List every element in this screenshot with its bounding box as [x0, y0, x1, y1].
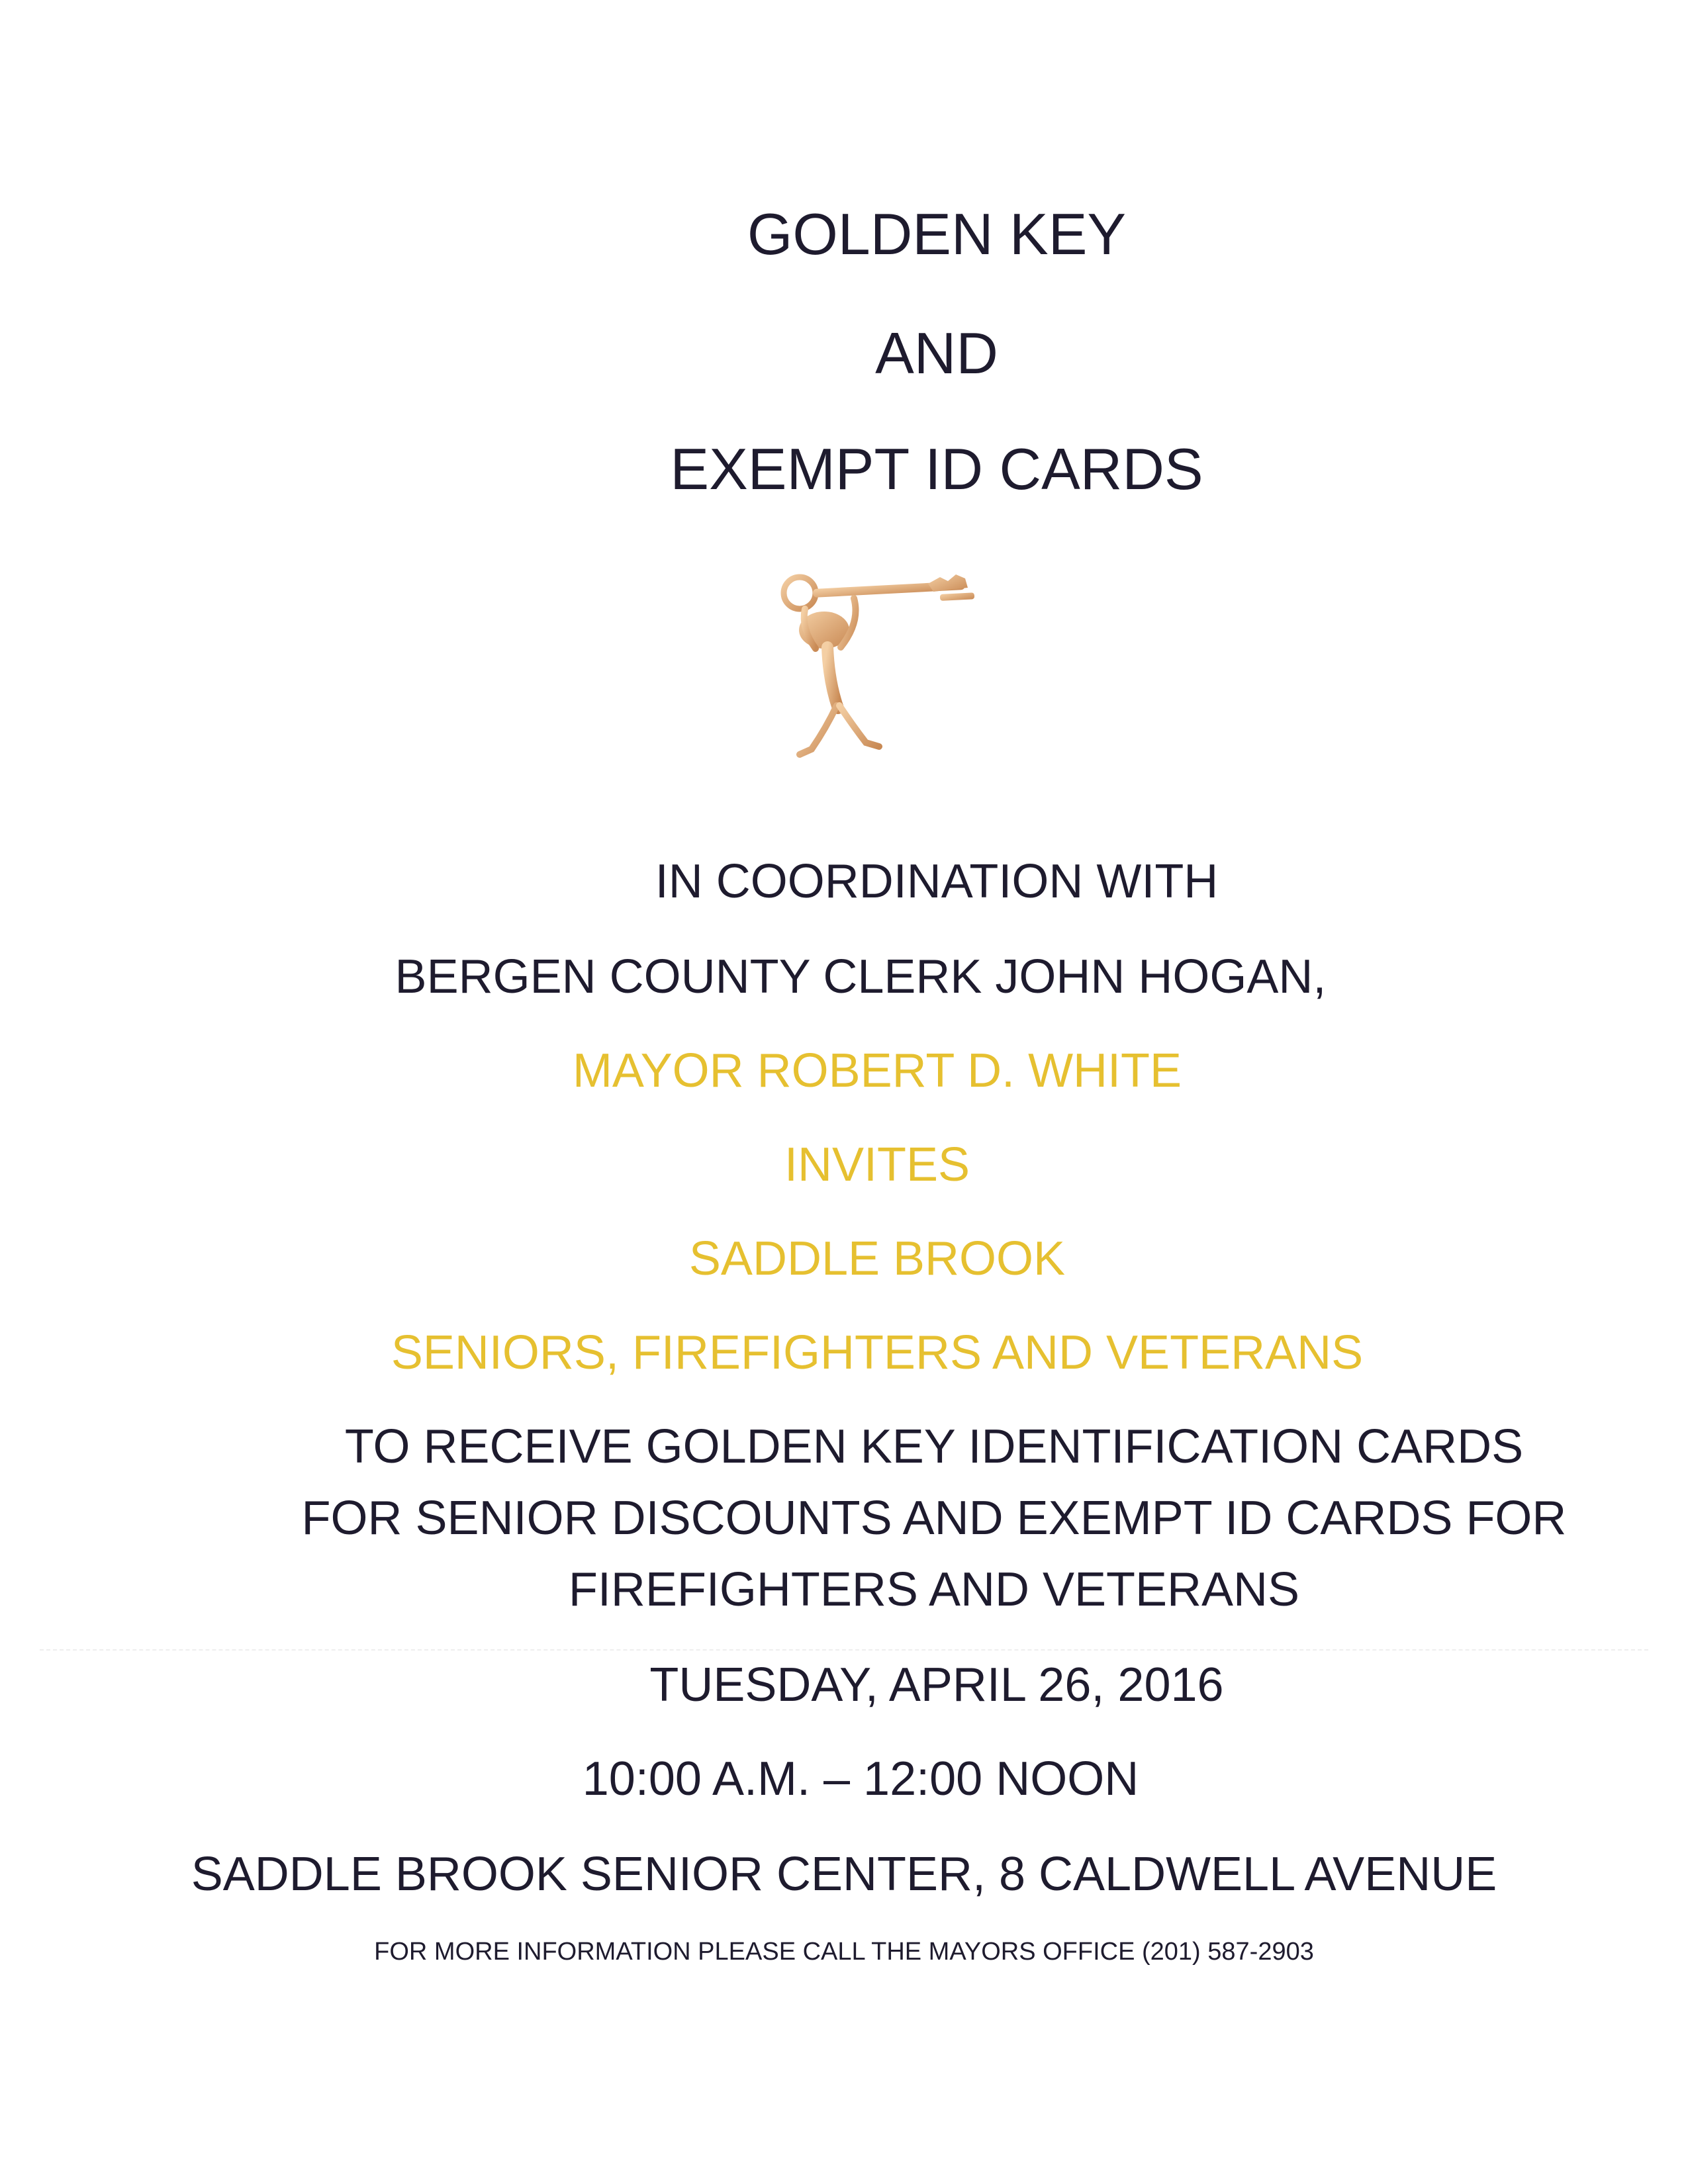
title-line-golden-key: GOLDEN KEY [747, 201, 1127, 267]
mayor-line: MAYOR ROBERT D. WHITE [572, 1044, 1182, 1097]
event-time: 10:00 A.M. – 12:00 NOON [582, 1752, 1139, 1805]
invites-line: INVITES [784, 1138, 970, 1191]
title-line-and: AND [875, 320, 998, 386]
golden-key-figure-icon [774, 569, 1000, 768]
contact-info: FOR MORE INFORMATION PLEASE CALL THE MAYORS OFFICE (201) 587-2903 [374, 1938, 1314, 1966]
town-line: SADDLE BROOK [688, 1232, 1066, 1285]
county-clerk-line: BERGEN COUNTY CLERK JOHN HOGAN, [395, 950, 1327, 1003]
audience-line: SENIORS, FIREFIGHTERS AND VETERANS [391, 1326, 1364, 1379]
title-line-exempt-id-cards: EXEMPT ID CARDS [670, 436, 1203, 502]
event-date: TUESDAY, APRIL 26, 2016 [649, 1659, 1224, 1711]
scan-artifact-divider [40, 1649, 1648, 1651]
purpose-line-2: FOR SENIOR DISCOUNTS AND EXEMPT ID CARDS FOR [301, 1492, 1567, 1545]
event-location: SADDLE BROOK SENIOR CENTER, 8 CALDWELL AVENUE [191, 1848, 1497, 1901]
purpose-line-1: TO RECEIVE GOLDEN KEY IDENTIFICATION CARDS [344, 1420, 1524, 1473]
coordination-line: IN COORDINATION WITH [655, 855, 1219, 908]
purpose-line-3: FIREFIGHTERS AND VETERANS [568, 1563, 1300, 1616]
